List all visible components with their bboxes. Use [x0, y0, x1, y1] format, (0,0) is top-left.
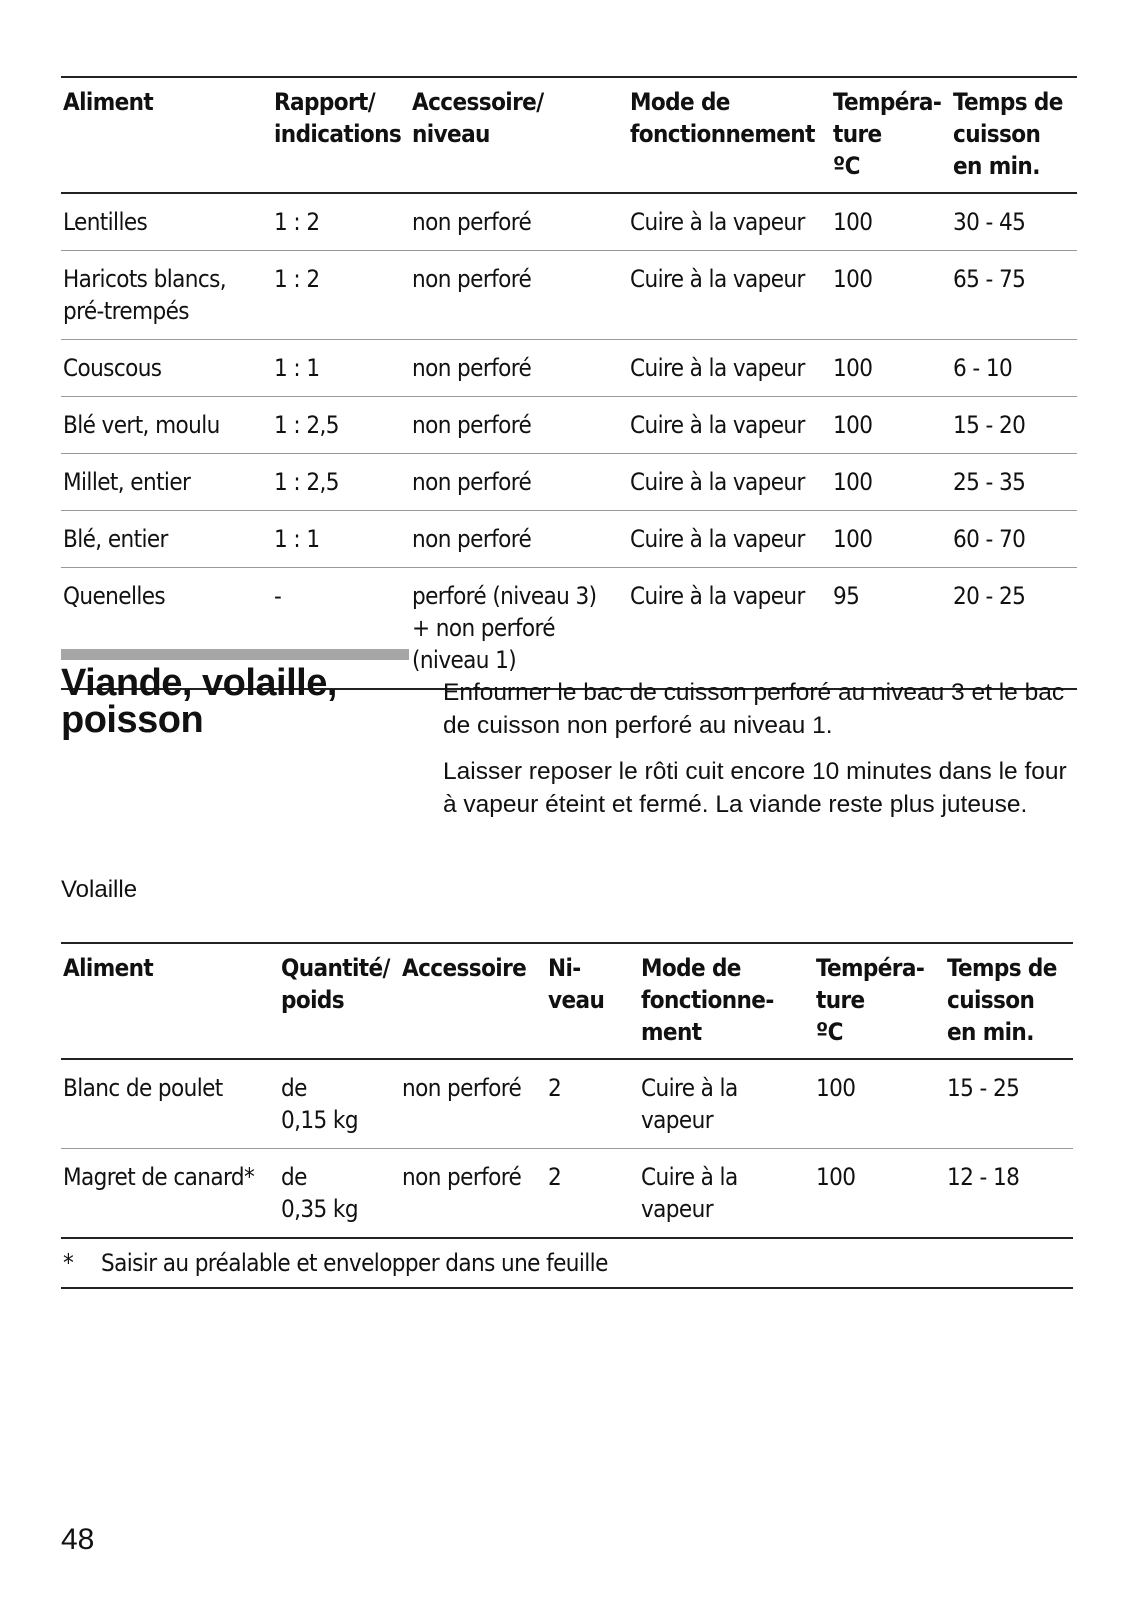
cell-accessoire: non perforé — [412, 265, 532, 293]
cell-temperature: 100 — [833, 208, 873, 236]
cell-mode: Cuire à la vapeur — [630, 582, 805, 610]
header-temperature: Tempéra- ture ºC — [816, 954, 925, 1046]
cell-temperature: 100 — [833, 525, 873, 553]
cell-rapport: - — [274, 582, 282, 610]
cell-temps: 25 - 35 — [953, 468, 1026, 496]
cell-aliment: Couscous — [63, 354, 162, 382]
footnote-text: Saisir au préalable et envelopper dans une feuille — [101, 1249, 608, 1277]
table-row — [61, 397, 1077, 454]
cell-rapport: 1 : 1 — [274, 525, 320, 553]
cell-aliment: Millet, entier — [63, 468, 191, 496]
cell-rapport: 1 : 1 — [274, 354, 320, 382]
cell-temps: 65 - 75 — [953, 265, 1026, 293]
cell-temperature: 100 — [833, 411, 873, 439]
cell-aliment: Blé vert, moulu — [63, 411, 220, 439]
section-divider-bar — [61, 649, 409, 660]
cell-temps: 12 - 18 — [947, 1163, 1020, 1191]
intro-paragraph: Laisser reposer le rôti cuit encore 10 minutes dans le four à vapeur éteint et fermé. La viande reste plus juteuse. — [443, 758, 1067, 818]
cell-mode: Cuire à la vapeur — [641, 1074, 738, 1134]
cell-accessoire: non perforé — [412, 354, 532, 382]
cell-accessoire: non perforé — [412, 411, 532, 439]
table-row — [61, 340, 1077, 397]
header-aliment: Aliment — [63, 954, 154, 982]
cell-temperature: 100 — [833, 468, 873, 496]
cell-mode: Cuire à la vapeur — [630, 468, 805, 496]
cell-mode: Cuire à la vapeur — [630, 208, 805, 236]
cell-rapport: 1 : 2,5 — [274, 468, 339, 496]
header-quantite: Quantité/ poids — [281, 954, 390, 1014]
cell-quantite: de 0,35 kg — [281, 1163, 358, 1223]
cell-rapport: 1 : 2,5 — [274, 411, 339, 439]
cell-aliment: Magret de canard* — [63, 1163, 255, 1191]
header-mode: Mode de fonctionnement — [630, 88, 815, 148]
cell-temps: 15 - 20 — [953, 411, 1026, 439]
table-row — [61, 251, 1077, 340]
cell-mode: Cuire à la vapeur — [630, 265, 805, 293]
cell-temperature: 100 — [833, 354, 873, 382]
cell-temps: 30 - 45 — [953, 208, 1026, 236]
header-accessoire: Accessoire/ niveau — [412, 88, 544, 148]
cell-niveau: 2 — [548, 1074, 562, 1102]
header-temps: Temps de cuisson en min. — [947, 954, 1057, 1046]
header-temps: Temps de cuisson en min. — [953, 88, 1063, 180]
footnote-marker: * — [63, 1249, 74, 1277]
cell-rapport: 1 : 2 — [274, 208, 320, 236]
cell-aliment: Blanc de poulet — [63, 1074, 223, 1102]
cell-temperature: 100 — [816, 1074, 856, 1102]
table-row — [61, 193, 1077, 251]
table-header-row — [61, 77, 1077, 193]
cell-temps: 15 - 25 — [947, 1074, 1020, 1102]
cell-aliment: Haricots blancs, pré-trempés — [63, 265, 226, 325]
cell-mode: Cuire à la vapeur — [630, 354, 805, 382]
table-row — [61, 1149, 1073, 1239]
cell-accessoire: non perforé — [412, 525, 532, 553]
cell-accessoire: non perforé — [402, 1163, 522, 1191]
header-aliment: Aliment — [63, 88, 154, 116]
footnote-row — [61, 1238, 1073, 1288]
cell-mode: Cuire à la vapeur — [630, 525, 805, 553]
cell-temps: 20 - 25 — [953, 582, 1026, 610]
page-number: 48 — [61, 1523, 95, 1556]
cell-accessoire: non perforé — [402, 1074, 522, 1102]
cooking-table-poultry — [61, 942, 1073, 1289]
cell-accessoire: perforé (niveau 3) + non perforé (niveau 1) — [412, 582, 597, 674]
cell-temps: 60 - 70 — [953, 525, 1026, 553]
cell-aliment: Quenelles — [63, 582, 166, 610]
cell-quantite: de 0,15 kg — [281, 1074, 358, 1134]
header-accessoire: Accessoire — [402, 954, 527, 982]
table-row — [61, 511, 1077, 568]
cell-aliment: Blé, entier — [63, 525, 168, 553]
section-title: Viande, volaille, poisson — [61, 662, 337, 741]
cell-rapport: 1 : 2 — [274, 265, 320, 293]
cell-temperature: 100 — [833, 265, 873, 293]
header-niveau: Ni- veau — [548, 954, 605, 1014]
cell-temps: 6 - 10 — [953, 354, 1013, 382]
header-mode: Mode de fonctionne- ment — [641, 954, 774, 1046]
subheading-volaille: Volaille — [61, 876, 138, 903]
table-row — [61, 454, 1077, 511]
cell-mode: Cuire à la vapeur — [630, 411, 805, 439]
cell-mode: Cuire à la vapeur — [641, 1163, 738, 1223]
table-header-row — [61, 943, 1073, 1059]
cell-niveau: 2 — [548, 1163, 562, 1191]
header-temperature: Tempéra- ture ºC — [833, 88, 942, 180]
cell-temperature: 100 — [816, 1163, 856, 1191]
intro-paragraph: Enfourner le bac de cuisson perforé au niveau 3 et le bac de cuisson non perforé au niveau 1. — [443, 679, 1065, 739]
cell-aliment: Lentilles — [63, 208, 148, 236]
cell-accessoire: non perforé — [412, 468, 532, 496]
cell-accessoire: non perforé — [412, 208, 532, 236]
cell-temperature: 95 — [833, 582, 860, 610]
header-rapport: Rapport/ indications — [274, 88, 402, 148]
table-row — [61, 1059, 1073, 1149]
cooking-table-grains — [61, 76, 1077, 690]
footnote — [61, 1238, 1073, 1288]
